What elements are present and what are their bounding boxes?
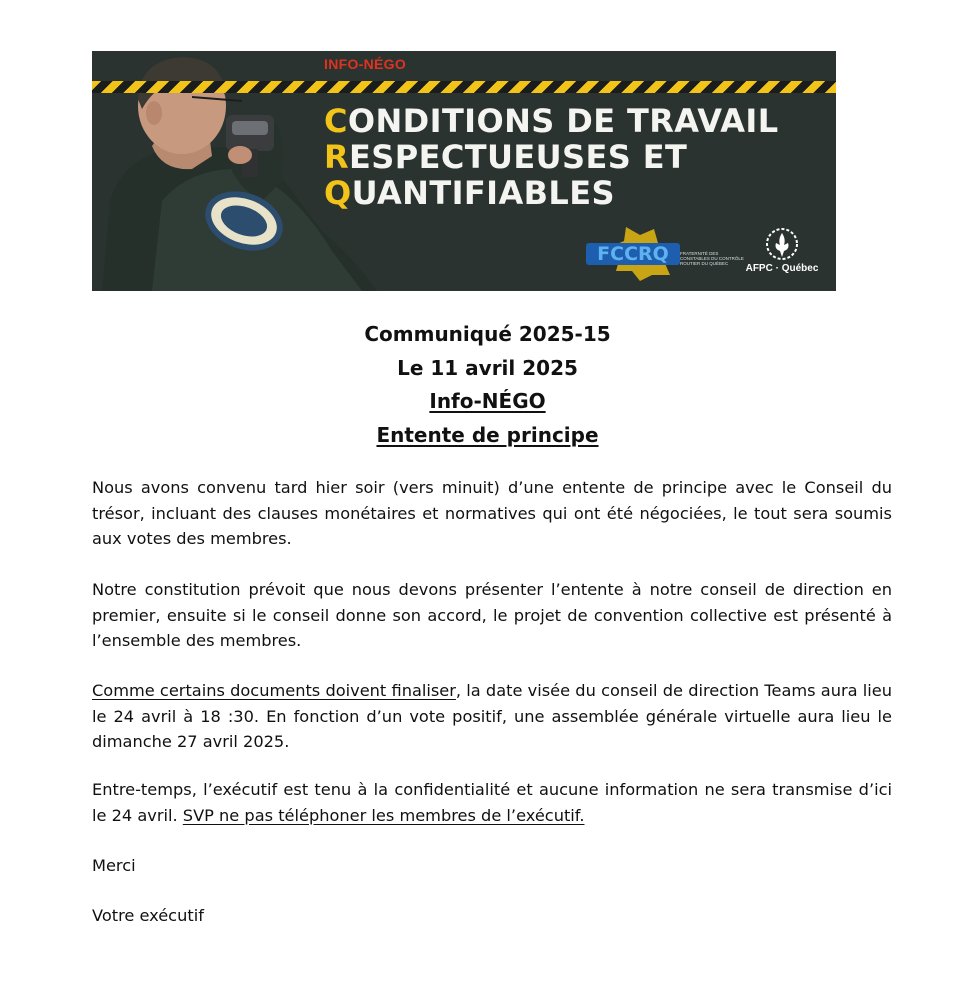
afpc-logo bbox=[742, 227, 822, 283]
schedule-underlined-text: Comme certains documents doivent finaliser bbox=[92, 681, 456, 700]
paragraph-schedule: Comme certains documents doivent finaliser, la date visée du conseil de direction Teams aura lieu le 24 avril à 18 :30. En fonction d’un vote positif, une assemblée générale virtuelle aura lieu le dimanche 27 avril 2025. bbox=[92, 681, 892, 751]
hazard-stripe bbox=[92, 81, 836, 93]
paragraph-agreement: Nous avons convenu tard hier soir (vers minuit) d’une entente de principe avec le Conseil du trésor, incluant des clauses monétaires et normatives qui ont été négociées, le tout sera soumis aux votes des membres. bbox=[92, 478, 892, 548]
fccrq-logo-caption: FRATERNITÉ DES CONSTABLES DU CONTRÔLE ROUTIER DU QUÉBEC bbox=[680, 251, 744, 266]
communique-header bbox=[0, 318, 975, 452]
afpc-label: AFPC · Québec bbox=[745, 263, 819, 274]
communique-date: Le 11 avril 2025 bbox=[397, 355, 578, 380]
afpc-emblem-icon bbox=[762, 227, 802, 263]
svg-text:FCCRQ: FCCRQ bbox=[597, 243, 669, 265]
banner-headline bbox=[324, 103, 824, 211]
confidentiality-underlined-text: SVP ne pas téléphoner les membres de l’exécutif. bbox=[182, 805, 585, 825]
communique-category: Info-NÉGO bbox=[429, 389, 546, 413]
headline-line-2: RESPECTUEUSES ET bbox=[324, 138, 688, 176]
paragraph-confidentiality: Entre-temps, l’exécutif est tenu à la confidentialité et aucune information ne sera transmise d’ici le 24 avril. SVP ne pas téléphoner les membres de l’exécutif. bbox=[92, 780, 892, 825]
communique-number: Communiqué 2025-15 bbox=[364, 322, 611, 346]
headline-line-1: CONDITIONS DE TRAVAIL bbox=[324, 102, 779, 140]
paragraph-constitution: Notre constitution prévoit que nous devons présenter l’entente à notre conseil de direction en premier, ensuite si le conseil donne son accord, le projet de convention collective est présenté à l’ensemble des membres. bbox=[92, 580, 892, 650]
closing-thanks: Merci bbox=[92, 856, 136, 875]
info-nego-banner bbox=[92, 51, 836, 291]
communique-subject: Entente de principe bbox=[376, 422, 599, 447]
info-nego-tag: INFO-NÉGO bbox=[324, 56, 407, 72]
signature: Votre exécutif bbox=[92, 906, 204, 925]
headline-line-3: QUANTIFIABLES bbox=[324, 174, 615, 212]
